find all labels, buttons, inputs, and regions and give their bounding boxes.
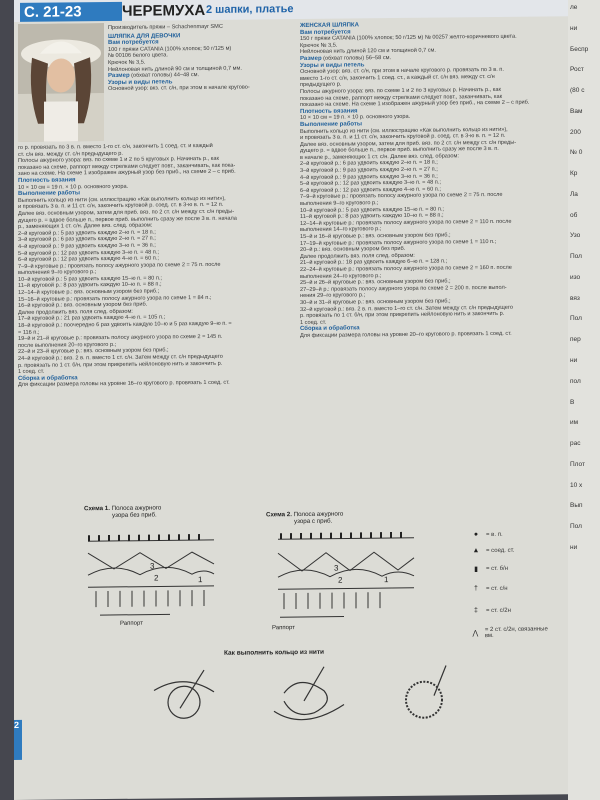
strip-text-fragment: Ла xyxy=(570,190,578,198)
size-heading: Размер xyxy=(108,72,130,80)
text-line: 27–29–й р.: провязать полосу ажурного узора по схеме 2 = 200 п. после выпол- xyxy=(300,284,507,293)
row-number: 3 xyxy=(334,563,339,573)
patterns-heading: Узоры и виды петель xyxy=(108,79,173,86)
legend-treble-crochet: ‡ = ст. с/2н xyxy=(466,607,511,614)
bar-icon: ▮ xyxy=(474,566,478,574)
work-lines xyxy=(18,195,304,376)
model-photo xyxy=(18,23,104,142)
text-line: зано на схеме. На схеме 1 изображен ажурный узор без приб., на схеме 2 – с приб. xyxy=(18,169,236,178)
text-line: 25–й и 26–й круговые р.: вяз. основным узором без приб.; xyxy=(300,278,451,287)
text-line: Крючок № 3,5. xyxy=(300,42,338,49)
dot-icon: ● xyxy=(473,531,479,539)
text-line: 7–9–й круговые р.: провязать полосу ажурного узора по схеме 2 = 75 п. после xyxy=(18,261,221,270)
row-number: 1 xyxy=(384,575,389,585)
text-line: 2–й круговой р.: 5 раз удвоить каждую 2–ю п. = 18 п.; xyxy=(18,229,156,237)
text-line: 100 г пряжи CATANIA (100% хлопок; 50 г/125 м) xyxy=(108,45,232,53)
text-line: 24–й круговой р.: вяз. 2 в. п. вместо 1 ст. с/н. Затем между ст. с/н предыдущего xyxy=(18,353,223,362)
text-line: 22–й и 23–й круговые р.: вяз. основным узором без приб.; xyxy=(18,347,169,356)
text-line: предыдущего р. xyxy=(300,81,342,89)
strip-text-fragment: Рост xyxy=(570,66,584,74)
right-column xyxy=(300,20,568,339)
strip-text-fragment: рас xyxy=(570,440,581,448)
pattern-title: ЧЕРЕМУХА xyxy=(122,1,206,20)
left-column-main xyxy=(18,142,304,389)
text-line: Далее продолжить вяз. поля след. образом: xyxy=(300,252,415,260)
legend-double-crochet: † = ст. с/н xyxy=(466,585,508,592)
row-number: 1 xyxy=(198,575,203,585)
text-line: 3–й круговой р.: 6 раз удвоить каждую 2–ю п. = 27 п.; xyxy=(18,235,156,244)
text-line: 21–й круговой р.: 18 раз удвоить каждую 6–ю п. = 128 п.; xyxy=(300,258,448,267)
strip-text-fragment: Пол xyxy=(570,523,582,531)
strip-text-fragment: им xyxy=(570,419,579,427)
text-line: 5–й круговой р.: 12 раз удвоить каждую 3–ю п. = 48 п.; xyxy=(18,248,159,257)
text-line: дущего р. = вдвое больше п., первое приб. выполнить сразу же после 3 в. п. начала xyxy=(18,215,237,224)
strip-text-fragment: изо xyxy=(570,273,581,281)
legend-chain-stitch: ● = в. п. xyxy=(466,531,503,538)
strip-text-fragment: В xyxy=(570,398,575,406)
text-line: 11–й круговой р.: 8 раз удвоить каждую 10–ю п. = 88 п.; xyxy=(300,212,444,221)
text-line: Основной узор: вкз. ст. с/н, при этом в начале кругово- xyxy=(108,84,250,93)
pattern-subtitle: 2 шапки, платье xyxy=(206,3,294,16)
work-heading: Выполнение работы xyxy=(18,190,80,198)
assembly-text: Для фиксации размера головы на уровне 16–го кругового р. провязать 1 соед. ст. xyxy=(18,380,230,389)
scheme-1-diagram xyxy=(74,519,254,631)
legend-single-crochet: ▮ = ст. б/н xyxy=(466,565,508,573)
size-value: (обхват головы) 44–48 см. xyxy=(131,72,200,79)
size-value: (обхват головы) 56–58 см. xyxy=(323,55,392,62)
left-column-top xyxy=(108,23,308,93)
strip-text-fragment: вяз xyxy=(570,294,580,302)
text-line: 1 соед. ст. xyxy=(18,368,45,376)
text-line: Крючок № 3,5. xyxy=(108,59,146,66)
text-line: показано на схеме, раппорт между стрелками следует повт., заканчивать, как пока- xyxy=(18,162,236,171)
patterns-heading: Узоры и виды петель xyxy=(300,61,365,69)
text-line: 11–й круговой р.: 8 раз удвоить каждую 10–ю п. = 88 п.; xyxy=(18,281,162,290)
text-line: = 116 п.; xyxy=(18,329,40,336)
pattern-lines xyxy=(300,66,568,108)
strip-text-fragment: ни xyxy=(570,543,578,551)
row-number: 2 xyxy=(338,575,343,585)
text-line: 22–24–й круговые р.: провязать полосу ажурного узора по схеме 2 = 160 п. после xyxy=(300,264,512,273)
text-line: 30–й и 31–й круговые р.: вяз. основным узором без приб.; xyxy=(300,298,451,306)
row-number: 3 xyxy=(150,561,155,571)
woman-hat-heading: ЖЕНСКАЯ ШЛЯПКА xyxy=(300,22,359,30)
text-line: 150 г пряжи CATANIA (100% хлопок; 50 г/125 м) № 00257 желто-коричневого цвета. xyxy=(300,33,517,43)
text-line: 10–й круговой р.: 5 раз удвоить каждую 15–ю п. = 80 п.; xyxy=(18,275,162,283)
strip-text-fragment: 10 х xyxy=(570,481,583,489)
strip-text-fragment: (80 с xyxy=(570,87,585,95)
text-line: Полосы ажурного узора: вяз. по схеме 1 и 2 по 5 круговых р. Начинать р., как xyxy=(18,156,219,165)
next-page-strip xyxy=(568,0,600,800)
text-line: нения 29–го кругового р.; xyxy=(300,292,366,300)
density-text: 10 × 10 см = 19 п. × 10 р. основного узора. xyxy=(18,183,129,191)
page-number-label: С. 21-23 xyxy=(20,2,122,22)
text-line: р. провязать по 1 ст. б/н, при этом прикрепить нейлоновую нить и закончить р. xyxy=(300,310,505,320)
rapport-label: Раппорт xyxy=(120,620,143,627)
text-line: 15–й и 16–й круговые р.: вяз. основным узором без приб.; xyxy=(300,232,451,241)
text-line: 7–9–й круговые р.: провязать полосу ажурного узора по схеме 2 = 75 п. после xyxy=(300,192,503,201)
work-heading: Выполнение работы xyxy=(300,121,362,128)
text-line: 3–й круговой р.: 9 раз удвоить каждую 2–ю п. = 27 п.; xyxy=(300,166,438,175)
text-line: 6–й круговой р.: 12 раз удвоить каждую 4–ю п. = 60 п.; xyxy=(300,186,441,194)
strip-text-fragment: ни xyxy=(570,357,578,365)
density-heading: Плотность вязания xyxy=(300,108,358,115)
strip-text-fragment: об xyxy=(570,211,578,219)
strip-text-fragment: № 0 xyxy=(570,149,583,157)
materials-heading: Вам потребуется xyxy=(300,29,351,36)
text-line: ст. с/н вяз. между ст. с/н предыдущего р. xyxy=(18,150,123,158)
text-line: после выполнения 20–го кругового р.; xyxy=(18,341,117,349)
text-line: выполнения 9–го кругового р.; xyxy=(300,200,379,208)
strip-text-fragment: Плот xyxy=(570,460,585,468)
text-line: дущего р. = вдвое больше п., первое приб. выполнить сразу же после 3 в. п. xyxy=(300,146,499,155)
strip-text-fragment: Пол xyxy=(570,253,582,261)
legend-decrease: ⋀ = 2 ст. с/2н, связанные вм. xyxy=(466,626,554,639)
yarn-producer: Производитель пряжи – Schachenmayr SMC xyxy=(108,23,223,32)
text-line: 6–й круговой р.: 12 раз удвоить каждую 4–ю п. = 60 п.; xyxy=(18,255,159,264)
text-line: вместо 1-го ст. с/н, закончить 1 соед. ст., а каждый ст. с/н вяз. между ст. с/н xyxy=(300,73,495,82)
row-number: 2 xyxy=(154,573,159,583)
text-line: 5–й круговой р.: 12 раз удвоить каждую 3–ю п. = 48 п.; xyxy=(300,179,441,188)
magazine-page xyxy=(14,0,568,800)
strip-text-fragment: пер xyxy=(570,336,581,344)
text-line: Нейлоновая нить длиной 90 см и толщиной 0,7 мм. xyxy=(108,65,242,73)
strip-text-fragment: Вып xyxy=(570,502,583,510)
text-line: 15–16–й круговые р.: провязать полосу ажурного узора по схеме 1 = 84 п.; xyxy=(18,294,212,303)
strip-text-fragment: 200 xyxy=(570,128,581,136)
ring-illustration-title: Как выполнить кольцо из нити xyxy=(224,648,325,657)
text-line: и провязать 3 в. п. и 11 ст. с/н, закончить круговой р. соед. ст. в 3-ю в. п. = 12 п. xyxy=(300,132,506,142)
dagger-icon: † xyxy=(474,585,478,593)
assembly-text: Для фиксации размера головы на уровне 20–го кругового р. провязать 1 соед. ст. xyxy=(300,330,512,339)
strip-text-fragment: Беспр xyxy=(570,45,589,53)
text-line: 16–й круговой р.: вяз. основным узором без приб. xyxy=(18,301,148,310)
text-line: 12–14–й круговые р.: вяз. основным узором без приб.; xyxy=(18,288,160,297)
text-line: 17–й круговой р.: 21 раз удвоить каждую 4–ю п. = 105 п.; xyxy=(18,314,166,323)
text-line: Далее вяз. основным узором, затем для приб. вяз. по 2 ст. с/н между ст. с/н преды- xyxy=(18,208,235,217)
text-line: 12–14–й круговые р.: провязать полосу ажурного узора по схеме 2 = 110 п. после xyxy=(300,218,512,227)
scheme-2-diagram xyxy=(264,525,444,637)
text-line: 10–й круговой р.: 5 раз удвоить каждую 15–ю п. = 80 п.; xyxy=(300,206,444,214)
corner-tab: 2 xyxy=(14,720,22,760)
crochet-schemes xyxy=(74,494,554,799)
legend-slip-stitch: ▲ = соед. ст. xyxy=(466,547,514,555)
text-line: 32–й круговой р.: вяз. 2 в. п. вместо 1–го ст. с/н. Затем между ст. с/н предыдущего xyxy=(300,304,513,313)
text-line: 17–19–й круговые р.: провязать полосу ажурного узора по схеме 1 = 110 п.; xyxy=(300,238,497,247)
text-line: Нейлоновая нить длиной 120 см и толщиной 0,7 см. xyxy=(300,47,436,56)
text-line: № 00106 белого цвета. xyxy=(108,52,168,60)
size-heading: Размер xyxy=(300,55,322,62)
text-line: выполнения 24–го кругового р.; xyxy=(300,272,382,280)
text-line: 18–й круговой р.: поочередно 6 раз удвоить каждую 10–ю и 5 раз каждую 9–ю п. = xyxy=(18,320,232,329)
materials-heading: Вам потребуется xyxy=(108,39,159,47)
text-line: 20–й р.: вяз. основным узором без приб. xyxy=(300,246,406,254)
strip-text-fragment: Узо xyxy=(570,232,581,240)
text-line: Выполнить кольцо из нити (см. иллюстрацию «Как выполнить кольцо из нити»), xyxy=(18,195,226,204)
triangle-icon: ▲ xyxy=(472,547,480,555)
text-line: Основной узор: вяз. ст. с/н, при этом в начале кругового р. провязать по 3 в. п. xyxy=(300,67,504,76)
strip-text-fragment: Вам xyxy=(570,107,583,115)
text-line: го р. провязать по 3 в. п. вместо 1-го ст. с/н, закончить 1 соед. ст. и каждый xyxy=(18,142,213,151)
scheme-1-caption: Схема 1. Полоса ажурного узора без приб. xyxy=(84,504,162,519)
wedge-icon: ⋀ xyxy=(472,630,479,638)
text-line: в начале р., заменяющих 1 ст. с/н. Далее вяз. след. образом: xyxy=(300,153,459,161)
strip-text-fragment: Кр xyxy=(570,170,578,178)
text-line: р. провязать по 1 ст. б/н, при этом прикрепить нейлоновую нить и закончить р. xyxy=(18,360,223,369)
strip-text-fragment: ле xyxy=(570,4,578,11)
text-line: 4–й круговой р.: 9 раз удвоить каждую 3–ю п. = 36 п.; xyxy=(18,242,156,250)
double-dagger-icon: ‡ xyxy=(474,607,478,615)
density-heading: Плотность вязания xyxy=(18,177,76,184)
density-text: 10 × 10 см = 19 п. × 10 р. основного узора. xyxy=(300,114,411,122)
text-line: 1 соед. ст. xyxy=(300,319,327,326)
assembly-heading: Сборка и обработка xyxy=(18,375,78,382)
text-line: Далее продолжить вяз. поля след. образом: xyxy=(18,308,133,316)
assembly-heading: Сборка и обработка xyxy=(300,325,360,333)
text-line: Выполнить кольцо из нити (см. иллюстрацию «Как выполнить кольцо из нити»), xyxy=(300,126,508,135)
text-line: р., заменяющих 1 ст. с/н. Далее вяз. след. образом: xyxy=(18,222,153,231)
text-line: показано на схеме. На схеме 1 изображен ажурный узор без приб., на схеме 2 – с приб. xyxy=(300,99,530,109)
work-lines xyxy=(300,126,568,327)
text-line: Далее вяз. основным узором, затем для приб. вяз. по 2 ст. с/н между ст. с/н преды- xyxy=(300,139,517,148)
text-line: Полосы ажурного узора: вяз. по схеме 1 и 2 по 3 круговых р. Начинать р., как xyxy=(300,86,501,95)
scheme-2-caption: Схема 2. Полоса ажурного узора с приб. xyxy=(266,510,344,526)
girl-hat-heading: ШЛЯПКА ДЛЯ ДЕВОЧКИ xyxy=(108,32,181,40)
strip-text-fragment: ни xyxy=(570,24,578,32)
text-line: выполнения 14–го кругового р.; xyxy=(300,226,382,234)
strip-text-fragment: пол xyxy=(570,377,581,385)
text-line: 19–й и 21–й круговые р.: провязать полосу ажурного узора по схеме 2 = 145 п. xyxy=(18,334,223,343)
text-line: 4–й круговой р.: 9 раз удвоить каждую 3–ю п. = 36 п.; xyxy=(300,173,438,181)
text-line: показано на схеме, раппорт между стрелками следует повт., заканчивать, как xyxy=(300,93,503,102)
text-line: и провязать 3 в. п. и 11 ст. с/н, закончить круговой р. соед. ст. в 3-ю в. п. = 12 п. xyxy=(18,202,224,211)
text-line: выполнения 9–го кругового р.; xyxy=(18,269,97,277)
ring-illustrations xyxy=(134,659,474,743)
text-line: 2–й круговой р.: 6 раз удвоить каждую 2–ю п. = 18 п.; xyxy=(300,160,438,168)
rapport-label: Раппорт xyxy=(272,625,295,632)
strip-text-fragment: Пол xyxy=(570,315,582,323)
